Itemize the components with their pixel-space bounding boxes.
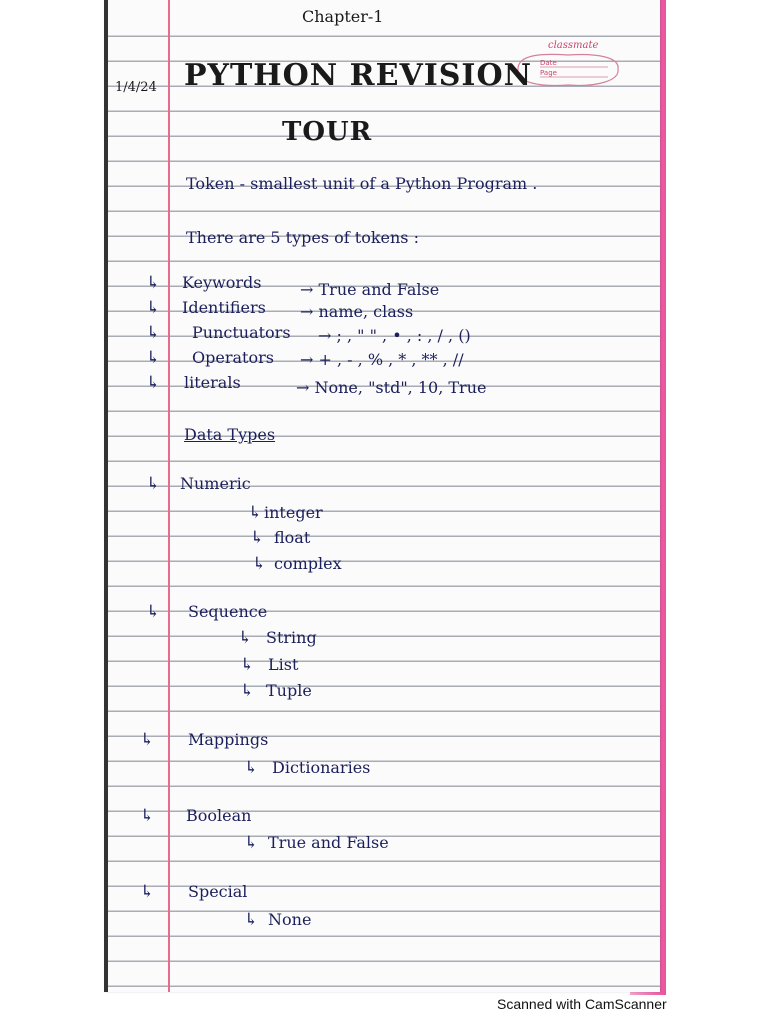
arrow-icon: ↳ [252, 554, 267, 574]
subitem: None [268, 910, 312, 929]
page-binding-edge [104, 0, 108, 992]
stamp-page-label: Page [540, 69, 557, 77]
token-name: literals [184, 373, 241, 392]
token-name: Keywords [182, 273, 262, 292]
token-examples: → name, class [300, 302, 414, 321]
arrow-icon: ↳ [146, 474, 161, 494]
arrow-icon: ↳ [238, 628, 253, 648]
category-boolean: Boolean [186, 806, 252, 825]
token-types-intro: There are 5 types of tokens : [186, 228, 419, 247]
token-examples: → ; , " " , • , : , / , () [318, 326, 471, 345]
token-name: Identifiers [182, 298, 266, 317]
arrow-icon: ↳ [244, 833, 259, 853]
subitem: Dictionaries [272, 758, 371, 777]
token-examples: → + , - , % , * , ** , // [300, 350, 464, 369]
subitem: float [274, 528, 311, 547]
arrow-icon: ↳ [250, 528, 265, 548]
category-numeric: Numeric [180, 474, 251, 493]
arrow-icon: ↳ [240, 681, 255, 701]
category-sequence: Sequence [188, 602, 268, 621]
stamp-brand: classmate [548, 40, 599, 51]
margin-line [168, 0, 170, 992]
arrow-icon: ↳ [146, 373, 161, 393]
arrow-icon: ↳ [240, 655, 255, 675]
subitem: String [266, 628, 317, 647]
arrow-icon: ↳ [146, 323, 161, 343]
arrow-icon: ↳ [140, 730, 155, 750]
category-special: Special [188, 882, 248, 901]
data-types-heading: Data Types [184, 425, 276, 444]
scanner-watermark: Scanned with CamScanner [497, 996, 667, 1012]
stamp-date-label: Date [540, 59, 557, 67]
page-title-second-line: TOUR [282, 117, 373, 147]
arrow-icon: ↳ [248, 503, 263, 523]
arrow-icon: ↳ [244, 758, 259, 778]
token-name: Punctuators [192, 323, 291, 342]
token-name: Operators [192, 348, 274, 367]
arrow-icon: ↳ [146, 298, 161, 318]
chapter-header: Chapter-1 [302, 7, 384, 26]
arrow-icon: ↳ [146, 348, 161, 368]
subitem: True and False [268, 833, 389, 852]
arrow-icon: ↳ [244, 910, 259, 930]
subitem: integer [264, 503, 323, 522]
page-title: PYTHON REVISION [184, 58, 533, 93]
arrow-icon: ↳ [146, 602, 161, 622]
arrow-icon: ↳ [140, 806, 155, 826]
token-definition: Token - smallest unit of a Python Program . [186, 174, 538, 193]
category-mappings: Mappings [188, 730, 269, 749]
arrow-icon: ↳ [140, 882, 155, 902]
subitem: complex [274, 554, 342, 573]
token-examples: → None, "std", 10, True [296, 378, 487, 397]
token-examples: → True and False [300, 280, 440, 299]
subitem: List [268, 655, 299, 674]
subitem: Tuple [266, 681, 312, 700]
date: 1/4/24 [115, 80, 157, 95]
arrow-icon: ↳ [146, 273, 161, 293]
